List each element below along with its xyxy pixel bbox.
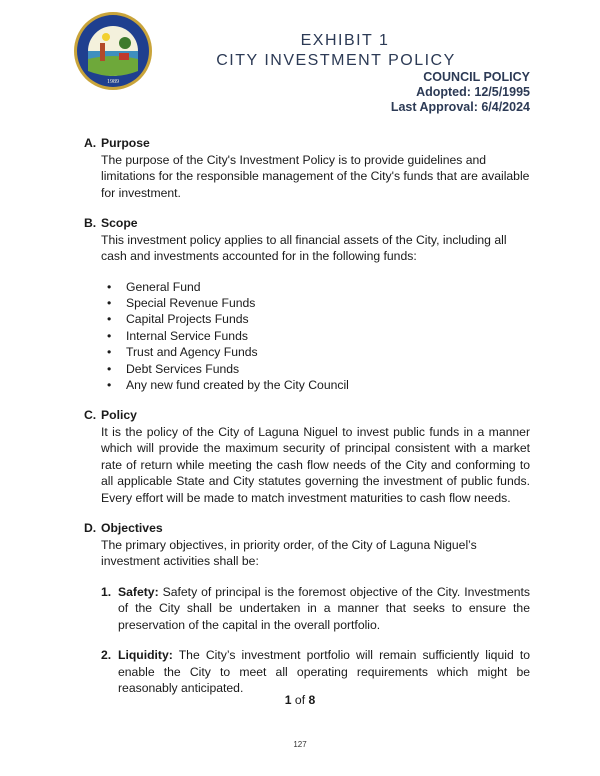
objective-label: Liquidity: (118, 648, 173, 663)
section-text: This investment policy applies to all financial assets of the City, including all cash and investments accounted for in the following funds: (101, 232, 507, 263)
bullet-icon: • (107, 361, 112, 376)
section-letter: B. (84, 216, 97, 230)
list-item: • Internal Service Funds (107, 328, 248, 343)
section-scope (84, 215, 530, 393)
section-heading (84, 407, 530, 424)
list-item: • Debt Services Funds (107, 361, 240, 376)
last-approval-date: Last Approval: 6/4/2024 (390, 100, 530, 114)
adopted-date: Adopted: 12/5/1995 (416, 85, 530, 99)
section-text: The primary objectives, in priority order, of the City of Laguna Niguel’s investment activities shall be: (101, 537, 477, 569)
section-purpose (84, 135, 530, 201)
section-policy (84, 407, 530, 506)
objectives-list (101, 584, 530, 697)
list-item: • Special Revenue Funds (107, 295, 256, 310)
objective-number: 1. (101, 584, 112, 599)
bullet-icon: • (107, 377, 112, 392)
section-title: Policy (101, 408, 137, 423)
exhibit-label: EXHIBIT 1 (300, 32, 390, 49)
section-title: Scope (101, 216, 138, 230)
bullet-icon: • (107, 295, 112, 310)
section-heading (84, 520, 530, 537)
objective-text: Safety of principal is the foremost objective of the City. Investments of the City shall be undertaken in a manner that seeks to ensure the preservation of the capital in the overall portfolio. (118, 584, 530, 632)
section-heading (84, 215, 530, 232)
document-body (84, 135, 530, 711)
page-total: 8 (308, 693, 316, 707)
seal-icon (73, 11, 153, 91)
list-item: • Trust and Agency Funds (107, 345, 258, 360)
bullet-icon: • (107, 279, 112, 294)
page-of: of (291, 693, 309, 707)
list-item: • General Fund (107, 279, 201, 294)
bullet-icon: • (107, 345, 112, 360)
section-text: The purpose of the City's Investment Policy is to provide guidelines and limitations for the responsible management of the City's funds that are available for investment. (101, 152, 530, 200)
section-title: Objectives (101, 521, 163, 536)
city-seal-logo (73, 11, 153, 91)
section-text: It is the policy of the City of Laguna Niguel to invest public funds in a manner which will provide the maximum security of principal consistent with a market rate of return while meeting the cash flow needs of the City and conforming to all applicable State and City statutes governing the investment of public funds. Every effort will be made to match investment maturities to cash flow needs. (101, 424, 530, 505)
objective-safety (101, 584, 530, 634)
policy-type: COUNCIL POLICY (423, 70, 530, 84)
document-title: CITY INVESTMENT POLICY (216, 52, 456, 69)
section-letter: D. (84, 521, 97, 536)
packet-page-number: 127 (293, 740, 307, 749)
svg-text:1989: 1989 (107, 79, 119, 85)
objective-liquidity (101, 647, 530, 697)
bullet-icon: • (107, 328, 112, 343)
section-heading (84, 135, 530, 152)
list-item: • Capital Projects Funds (107, 312, 249, 327)
policy-meta (391, 70, 530, 115)
objective-label: Safety: (118, 584, 159, 599)
objective-number: 2. (101, 648, 112, 663)
page-current: 1 (284, 693, 292, 707)
page-indicator (0, 693, 600, 707)
objective-text: The City’s investment portfolio will remain sufficiently liquid to enable the City to meet all operating requirements which might be reasonably anticipated. (118, 648, 530, 696)
section-letter: C. (84, 408, 97, 423)
list-item: • Any new fund created by the City Council (107, 377, 349, 392)
funds-list (84, 279, 530, 394)
section-objectives (84, 520, 530, 697)
section-title: Purpose (101, 136, 150, 150)
bullet-icon: • (107, 312, 112, 327)
section-letter: A. (84, 136, 97, 150)
